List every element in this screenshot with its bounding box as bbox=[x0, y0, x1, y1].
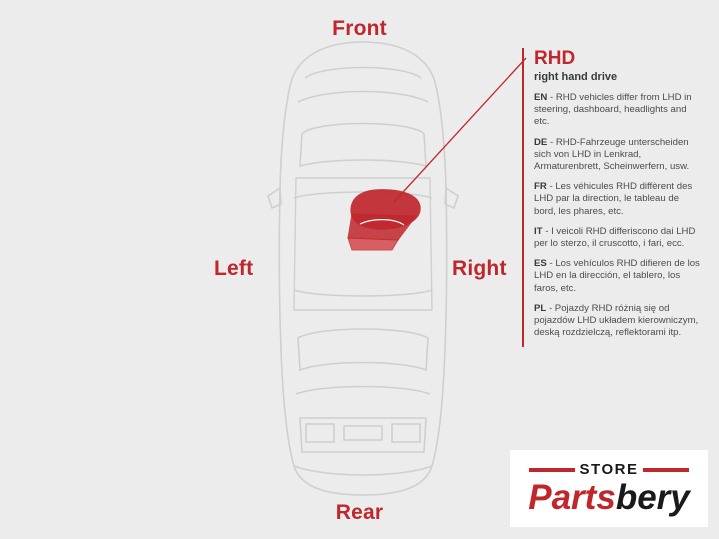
lang-code-es: ES bbox=[534, 258, 547, 270]
logo-wordmark-second: bery bbox=[615, 478, 690, 517]
description-text-it: - I veicoli RHD differiscono dai LHD per lo sterzo, il cruscotto, i fari, ecc. bbox=[534, 225, 696, 250]
orientation-label-front: Front bbox=[332, 17, 387, 40]
logo-wordmark-first: Parts bbox=[528, 478, 616, 517]
info-title: RHD bbox=[534, 48, 576, 69]
lang-code-pl: PL bbox=[534, 302, 547, 314]
logo-store-row bbox=[529, 461, 689, 478]
description-pl bbox=[534, 303, 700, 340]
car-top-view-illustration bbox=[248, 38, 478, 498]
description-en bbox=[534, 92, 700, 129]
orientation-label-rear: Rear bbox=[335, 501, 384, 524]
rhd-steering-highlight bbox=[348, 190, 420, 250]
rhd-info-panel bbox=[522, 48, 700, 347]
logo-dash-left bbox=[529, 468, 575, 472]
description-de bbox=[534, 137, 700, 174]
description-text-fr: - Les véhicules RHD diffèrent des LHD par la direction, le tableau de bord, les phares, etc. bbox=[534, 181, 693, 217]
description-text-de: - RHD-Fahrzeuge unterscheiden sich von LHD in Lenkrad, Armaturenbrett, Scheinwerfern, usw. bbox=[534, 136, 690, 173]
description-it bbox=[534, 226, 700, 250]
description-text-pl: - Pojazdy RHD różnią się od pojazdów LHD układem kierowniczym, deską rozdzielczą, reflektorami itp. bbox=[534, 302, 699, 339]
brand-logo bbox=[510, 450, 708, 527]
lang-code-en: EN bbox=[534, 92, 548, 103]
orientation-label-left: Left bbox=[214, 257, 254, 280]
description-es bbox=[534, 258, 700, 295]
car-outline-icon bbox=[248, 38, 478, 498]
lang-code-it: IT bbox=[534, 225, 543, 237]
logo-store-text: STORE bbox=[579, 461, 639, 478]
description-text-en: - RHD vehicles differ from LHD in steering, dashboard, headlights and etc. bbox=[534, 92, 692, 128]
lang-code-de: DE bbox=[534, 136, 548, 148]
logo-wordmark bbox=[528, 479, 690, 516]
lang-code-fr: FR bbox=[534, 181, 547, 193]
description-text-es: - Los vehículos RHD difieren de los LHD en la dirección, el tablero, los faros, etc. bbox=[534, 258, 700, 294]
logo-dash-right bbox=[643, 468, 689, 472]
orientation-label-right: Right bbox=[452, 257, 507, 280]
description-fr bbox=[534, 181, 700, 218]
info-subtitle: right hand drive bbox=[534, 71, 618, 83]
